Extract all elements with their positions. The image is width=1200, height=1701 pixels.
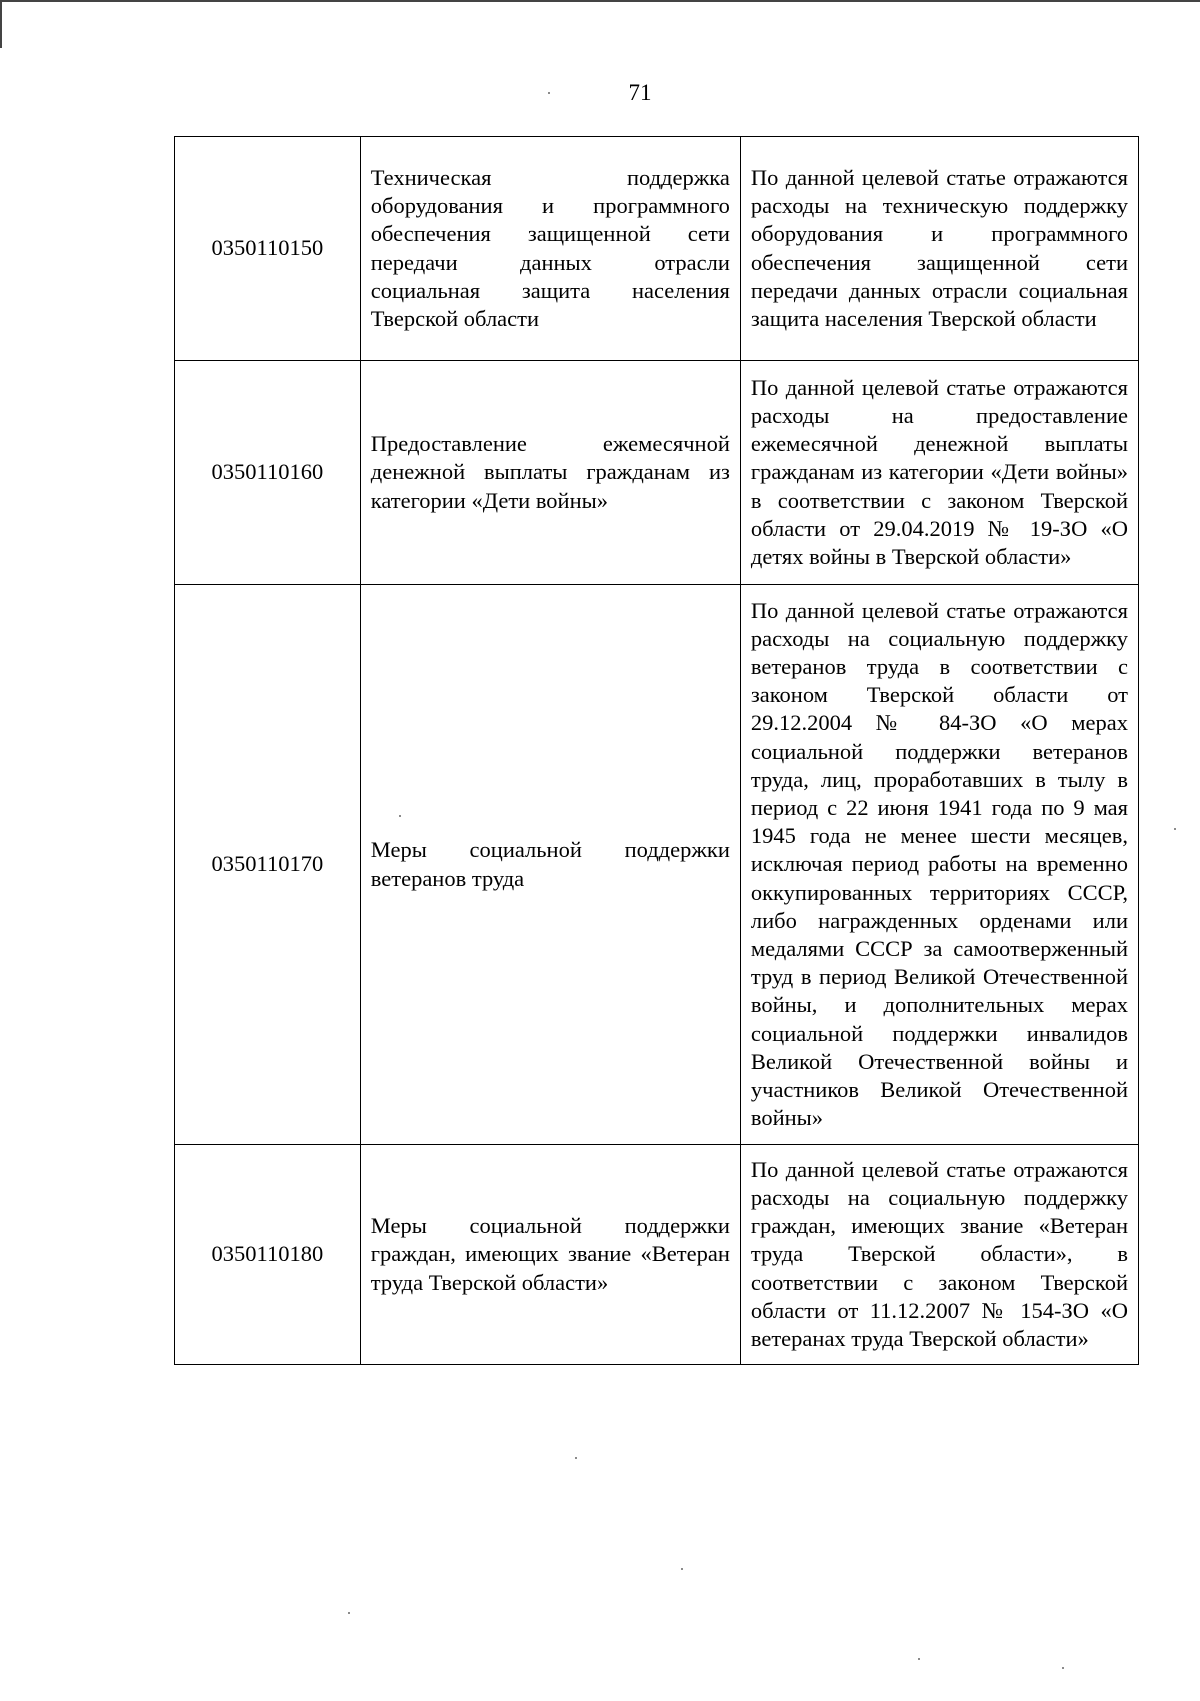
target-article-description: По данной целевой статье отражаются расходы на техническую поддержку оборудования и программного обеспечения защищенной сети передачи данных отрасли социальная защита населения Тверской области — [740, 137, 1138, 361]
table-row — [175, 137, 1139, 361]
scan-speck — [918, 1658, 920, 1660]
target-article-name: Предоставление ежемесячной денежной выплаты гражданам из категории «Дети войны» — [360, 361, 740, 585]
scan-edge-top — [0, 0, 1200, 2]
target-article-code: 0350110170 — [175, 585, 361, 1145]
scan-speck — [548, 92, 550, 94]
target-article-name: Меры социальной поддержки граждан, имеющих звание «Ветеран труда Тверской области» — [360, 1145, 740, 1365]
target-article-code: 0350110180 — [175, 1145, 361, 1365]
scan-speck — [1062, 1667, 1064, 1669]
target-article-description: По данной целевой статье отражаются расходы на социальную поддержку граждан, имеющих звание «Ветеран труда Тверской области», в соответствии с законом Тверской области от 11.12.2007 № 154-ЗО «О ветеранах труда Тверской области» — [740, 1145, 1138, 1365]
target-article-code: 0350110160 — [175, 361, 361, 585]
target-article-name: Техническая поддержка оборудования и программного обеспечения защищенной сети передачи данных отрасли социальная защита населения Тверской области — [360, 137, 740, 361]
scan-speck — [348, 1612, 350, 1614]
scan-speck — [399, 815, 401, 817]
scan-speck — [1174, 828, 1176, 830]
target-article-name: Меры социальной поддержки ветеранов труда — [360, 585, 740, 1145]
page-number: 71 — [628, 80, 652, 105]
table-row — [175, 361, 1139, 585]
budget-classification-table — [174, 136, 1139, 1365]
scan-edge-left — [0, 0, 2, 48]
scan-speck — [575, 1457, 577, 1459]
scan-speck — [681, 1568, 683, 1570]
target-article-description: По данной целевой статье отражаются расходы на социальную поддержку ветеранов труда в соответствии с законом Тверской области от 29.12.2004 № 84-ЗО «О мерах социальной поддержки ветеранов труда, лиц, проработавших в тылу в период с 22 июня 1941 года по 9 мая 1945 года не менее шести месяцев, исключая период работы на временно оккупированных территориях СССР, либо награжденных орденами или медалями СССР за самоотверженный труд в период Великой Отечественной войны, и дополнительных мерах социальной поддержки инвалидов Великой Отечественной войны и участников Великой Отечественной войны» — [740, 585, 1138, 1145]
target-article-code: 0350110150 — [175, 137, 361, 361]
table-row — [175, 1145, 1139, 1365]
target-article-description: По данной целевой статье отражаются расходы на предоставление ежемесячной денежной выплаты гражданам из категории «Дети войны» в соответствии с законом Тверской области от 29.04.2019 № 19-ЗО «О детях войны в Тверской области» — [740, 361, 1138, 585]
table-row — [175, 585, 1139, 1145]
